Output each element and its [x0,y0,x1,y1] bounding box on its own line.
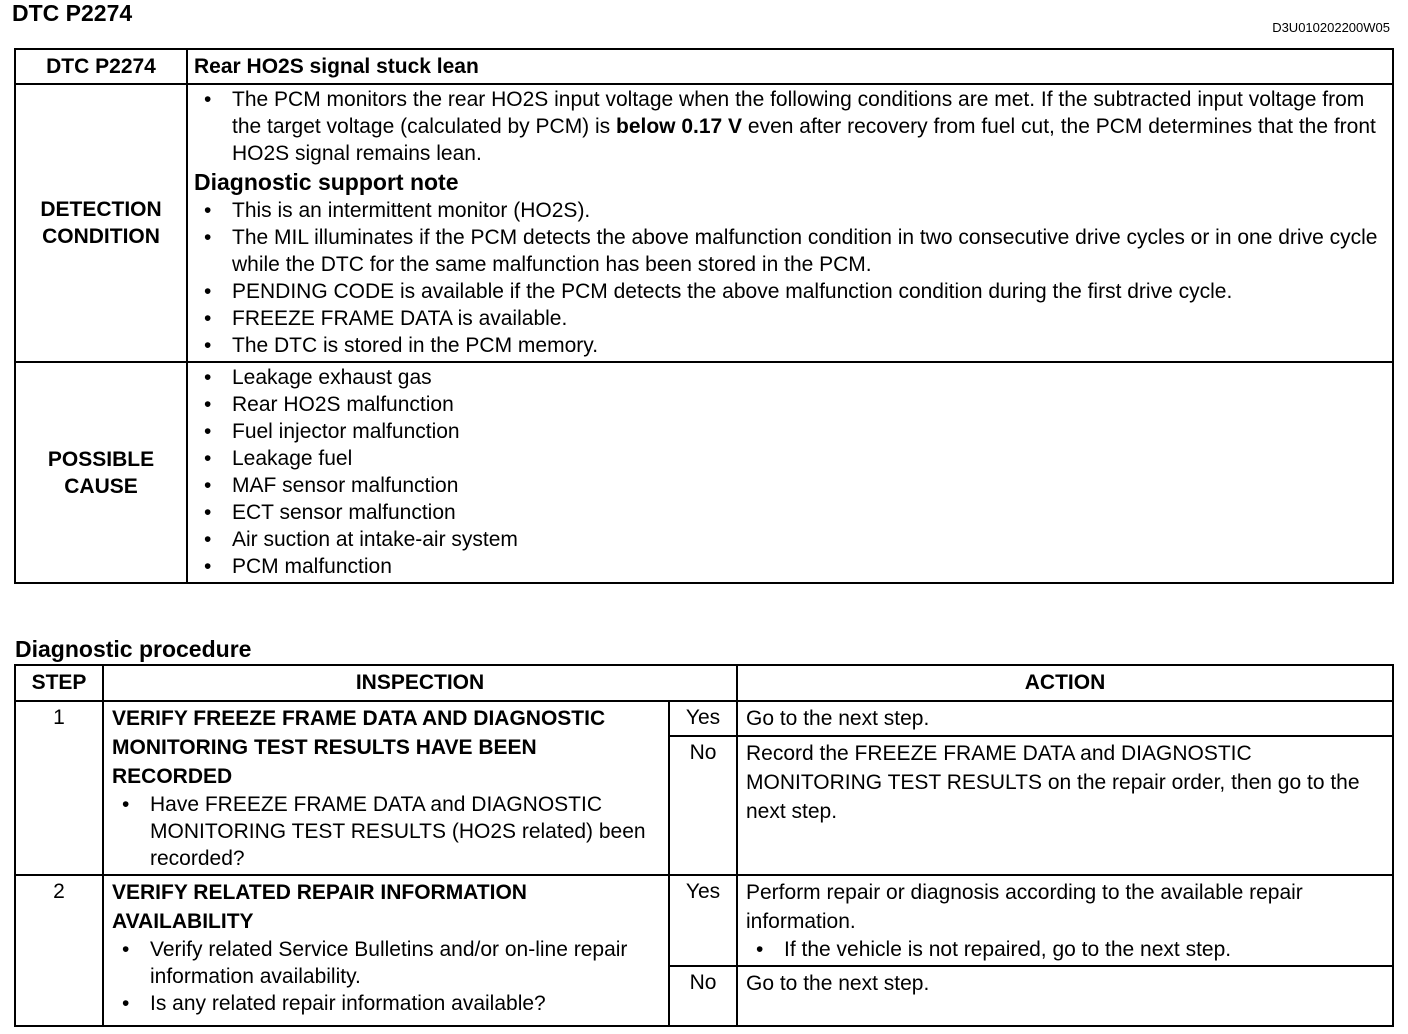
cause-label-line1: POSSIBLE [47,447,155,471]
possible-cause-row [15,362,1393,583]
procedure-header-row [15,665,1393,701]
no-label: No [669,736,737,875]
detection-main-text [232,86,1386,167]
possible-cause-label [15,362,187,583]
detection-condition-content [187,84,1393,362]
step-inspection [103,701,669,875]
yes-action-bullet: • If the vehicle is not repaired, go to the next step. [784,936,1384,963]
support-note-item: • FREEZE FRAME DATA is available. [232,305,1386,332]
document-id: D3U010202200W05 [1272,20,1390,35]
support-note-item: • PENDING CODE is available if the PCM detects the above malfunction condition during the first drive cycle. [232,278,1386,305]
detection-label-line2: CONDITION [42,225,160,248]
detection-label-line1: DETECTION [40,198,162,221]
step-title: VERIFY RELATED REPAIR INFORMATION AVAILABILITY [112,881,527,933]
detection-main-list [194,86,1386,167]
inspection-column-header: INSPECTION [103,665,737,701]
dtc-code-description: Rear HO2S signal stuck lean [187,49,1393,84]
yes-action-cell [737,875,1393,966]
yes-label: Yes [669,701,737,736]
cause-label-line2: CAUSE [64,474,138,498]
cause-item: • Rear HO2S malfunction [232,391,1386,418]
cause-item: • Leakage exhaust gas [232,364,1386,391]
support-note-item: • The MIL illuminates if the PCM detects the above malfunction condition in two consecutive drive cycles or in one drive cycle while the DTC for the same malfunction has been stored in the PCM. [232,224,1386,278]
cause-item: • MAF sensor malfunction [232,472,1386,499]
detection-threshold: below 0.17 V [616,115,743,138]
yes-label: Yes [669,875,737,966]
step-column-header: STEP [15,665,103,701]
diagnostic-procedure-table [14,664,1394,1027]
step-number: 1 [15,701,103,875]
step-2-yes-row [15,875,1393,966]
step-number: 2 [15,875,103,1026]
step-1-yes-row [15,701,1393,736]
yes-action-bullets [746,936,1384,963]
detection-text-post: even after recovery from fuel cut, the PCM determines that the front HO2S signal remains lean. [232,115,1376,165]
cause-item: • Air suction at intake-air system [232,526,1386,553]
no-label: No [669,966,737,1026]
support-note-item: • The DTC is stored in the PCM memory. [232,332,1386,359]
step-title: VERIFY FREEZE FRAME DATA AND DIAGNOSTIC MONITORING TEST RESULTS HAVE BEEN RECORDED [112,707,606,788]
step-bullet: • Verify related Service Bulletins and/or on-line repair information availability. [150,936,660,990]
cause-item: • PCM malfunction [232,553,1386,580]
dtc-code-label: DTC P2274 [15,49,187,84]
page-title: DTC P2274 [12,0,133,26]
step-bullet: • Have FREEZE FRAME DATA and DIAGNOSTIC MONITORING TEST RESULTS (HO2S related) been recorded? [150,791,660,872]
yes-action: Go to the next step. [737,701,1393,736]
support-note-list [194,197,1386,359]
detection-condition-row [15,84,1393,362]
no-action: Record the FREEZE FRAME DATA and DIAGNOSTIC MONITORING TEST RESULTS on the repair order, then go to the next step. [737,736,1393,875]
step-bullets [112,791,660,872]
cause-item: • ECT sensor malfunction [232,499,1386,526]
cause-item: • Fuel injector malfunction [232,418,1386,445]
step-inspection [103,875,669,1026]
support-note-item: • This is an intermittent monitor (HO2S). [232,197,1386,224]
possible-cause-list [194,364,1386,580]
detection-text-pre: The PCM monitors the rear HO2S input voltage when the following conditions are met. If the subtracted input voltage from the target voltage (calculated by PCM) is [232,88,1365,138]
yes-action: Perform repair or diagnosis according to the available repair information. [746,881,1303,933]
cause-item: • Leakage fuel [232,445,1386,472]
no-action: Go to the next step. [737,966,1393,1026]
detection-condition-label [15,84,187,362]
action-column-header: ACTION [737,665,1393,701]
step-bullet: • Is any related repair information available? [150,990,660,1017]
step-bullets [112,936,660,1017]
dtc-info-table [14,48,1394,584]
dtc-code-row [15,49,1393,84]
procedure-heading: Diagnostic procedure [15,636,252,662]
support-note-heading: Diagnostic support note [194,169,459,195]
possible-cause-content [187,362,1393,583]
